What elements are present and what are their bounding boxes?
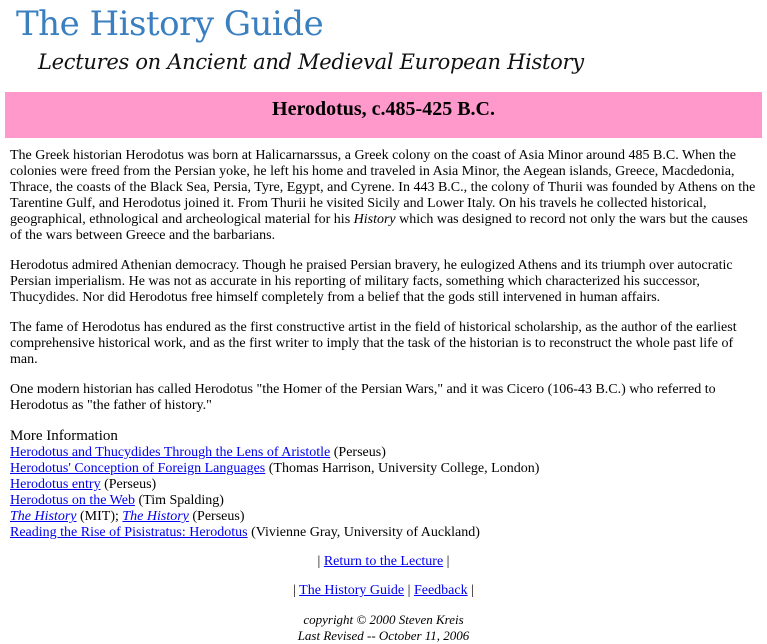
text: The Greek historian Herodotus was born at Halicarnarssus, a Greek colony on the coast of Asia Minor around 485 B.C. When the colonies were freed from the Persian yoke, he left his home and traveled in Asia Minor, the Aegean islands, Greece, Macdedonia, Thrace, the coasts of the Black Sea, Persia, Tyre, Egypt, and Cyrene. In 443 B.C., the colony of Thurii was founded by Athens on the Tarentine Gulf, and Herodotus joined it. From Thurii he visited Sicily and Lower Italy. On his travels he collected historical, geographical, ethnological and archeological material for his (10, 148, 756, 227)
history-emphasis: History (353, 212, 396, 227)
paragraph: The fame of Herodotus has endured as the first constructive artist in the field of historical scholarship, as the author of the earliest comprehensive historical work, and as the first writer to imply that the task of the historian is to reconstruct the whole past life of man. (10, 320, 737, 367)
list-item (10, 445, 757, 461)
link-note: (MIT); (76, 509, 123, 524)
title-band (5, 92, 762, 138)
separator: | (317, 554, 321, 569)
footer (10, 612, 757, 644)
logo-subtitle: Lectures on Ancient and Medieval European History (38, 50, 584, 74)
link-note: (Perseus) (330, 445, 386, 460)
feedback-link[interactable]: Feedback (413, 583, 468, 598)
separator: | (293, 583, 296, 598)
return-to-lecture-link[interactable]: Return to the Lecture (323, 554, 444, 569)
text: which was designed to record not only the wars but the causes of the wars between Greece and the barbarians. (10, 212, 748, 243)
site-logo (0, 0, 767, 92)
link-pisistratus[interactable]: Reading the Rise of Pisistratus: Herodotus (10, 525, 248, 540)
separator: | (471, 583, 474, 598)
logo-title: The History Guide (16, 4, 324, 44)
separator: | (446, 554, 450, 569)
list-item (10, 525, 757, 541)
paragraph (10, 148, 757, 244)
link-aristotle[interactable]: Herodotus and Thucydides Through the Lens of Aristotle (10, 445, 331, 460)
last-revised: Last Revised -- October 11, 2006 (297, 628, 470, 643)
return-nav (10, 554, 757, 570)
link-history-mit[interactable] (10, 509, 77, 524)
link-note: (Perseus) (100, 477, 157, 492)
list-item (10, 493, 757, 509)
list-item (10, 461, 757, 477)
paragraph: Herodotus admired Athenian democracy. Though he praised Persian bravery, he eulogized Athens and its triumph over autocratic Persian imperialism. He was not as accurate in his reporting of military facts, something which characterized his successor, Thucydides. Nor did Herodotus free himself completely from a belief that the gods still intervened in human affairs. (10, 258, 733, 305)
link-note: (Perseus) (188, 509, 245, 524)
link-history-perseus[interactable] (122, 509, 189, 524)
link-note: (Tim Spalding) (134, 493, 224, 508)
paragraph: One modern historian has called Herodotus "the Homer of the Persian Wars," and it was Cicero (106-43 B.C.) who referred to Herodotus as "the father of history." (10, 382, 716, 413)
link-note: (Vivienne Gray, University of Auckland) (247, 525, 480, 540)
link-text: The History (10, 509, 77, 524)
separator: | (407, 583, 411, 598)
link-foreign-languages[interactable]: Herodotus' Conception of Foreign Languages (10, 461, 266, 476)
list-item (10, 477, 757, 493)
more-info-heading: More Information (10, 428, 118, 444)
page-title: Herodotus, c.485-425 B.C. (272, 98, 495, 120)
history-guide-link[interactable]: The History Guide (299, 583, 405, 598)
article (0, 138, 767, 644)
site-nav (10, 583, 757, 599)
list-item (10, 509, 757, 525)
more-info-list (10, 445, 757, 541)
link-herodotus-web[interactable]: Herodotus on the Web (10, 493, 135, 508)
link-text: The History (122, 509, 189, 524)
link-herodotus-entry[interactable]: Herodotus entry (10, 477, 101, 492)
copyright: copyright © 2000 Steven Kreis (303, 612, 464, 627)
link-note: (Thomas Harrison, University College, London) (265, 461, 540, 476)
